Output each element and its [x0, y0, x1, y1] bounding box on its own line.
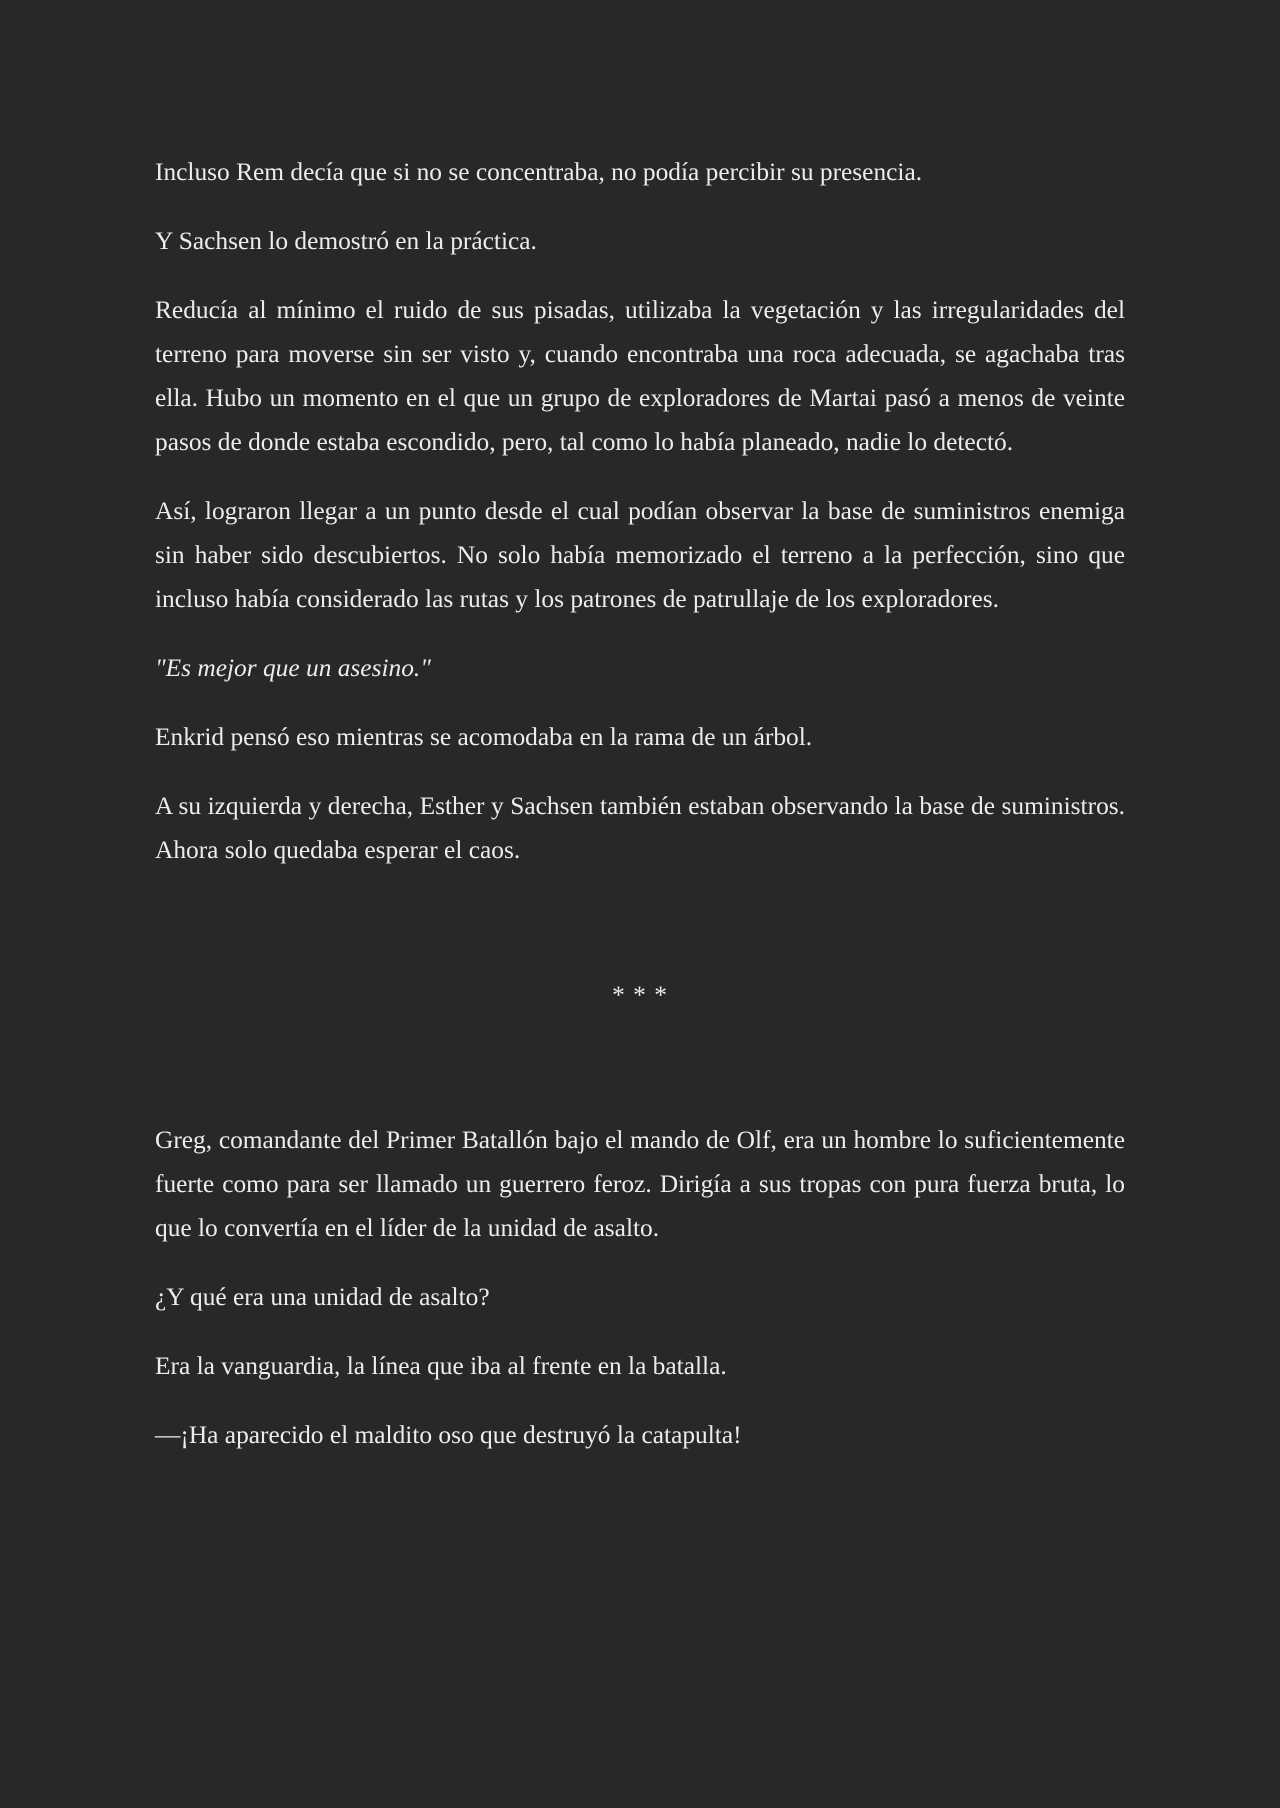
dialogue-paragraph: —¡Ha aparecido el maldito oso que destruyó la catapulta! — [155, 1421, 742, 1449]
paragraph: Reducía al mínimo el ruido de sus pisadas, utilizaba la vegetación y las irregularidades del terreno para moverse sin ser visto y, cuando encontraba una roca adecuada, se agachaba tras ella. Hubo un momento en el que un grupo de exploradores de Martai pasó a menos de veinte pasos de donde estaba escondido, pero, tal como lo había planeado, nadie lo detectó. — [155, 296, 1125, 456]
paragraph: Greg, comandante del Primer Batallón bajo el mando de Olf, era un hombre lo suficientemente fuerte como para ser llamado un guerrero feroz. Dirigía a sus tropas con pura fuerza bruta, lo que lo convertía en el líder de la unidad de asalto. — [155, 1126, 1125, 1242]
paragraph: Enkrid pensó eso mientras se acomodaba en la rama de un árbol. — [155, 723, 813, 751]
paragraph: Incluso Rem decía que si no se concentraba, no podía percibir su presencia. — [155, 158, 923, 186]
scene-separator: * * * — [612, 981, 668, 1009]
paragraph: ¿Y qué era una unidad de asalto? — [155, 1283, 490, 1311]
paragraph: Y Sachsen lo demostró en la práctica. — [155, 227, 537, 255]
italic-thought-paragraph: "Es mejor que un asesino." — [155, 654, 431, 682]
paragraph: Era la vanguardia, la línea que iba al frente en la batalla. — [155, 1352, 727, 1380]
paragraph: A su izquierda y derecha, Esther y Sachsen también estaban observando la base de suministros. Ahora solo quedaba esperar el caos. — [155, 792, 1125, 864]
paragraph: Así, lograron llegar a un punto desde el cual podían observar la base de suministros enemiga sin haber sido descubiertos. No solo había memorizado el terreno a la perfección, sino que incluso había considerado las rutas y los patrones de patrullaje de los exploradores. — [155, 497, 1125, 613]
document-page — [155, 150, 1125, 1482]
